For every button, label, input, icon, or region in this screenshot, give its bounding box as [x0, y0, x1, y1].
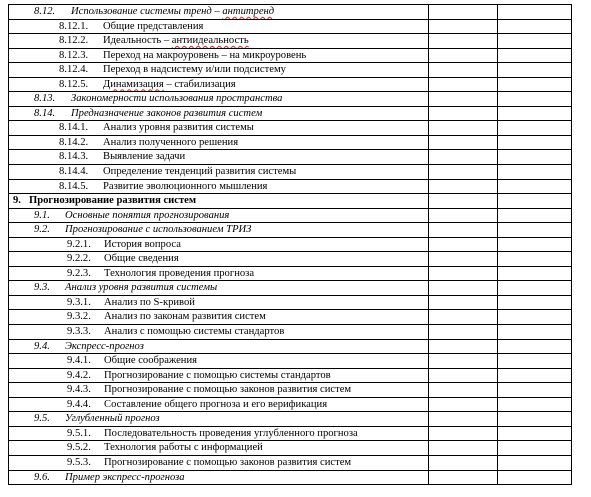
empty-cell	[498, 237, 572, 252]
title-text: Технология работы с информацией	[104, 442, 263, 454]
section-title	[104, 296, 195, 309]
title-text: История вопроса	[104, 238, 181, 250]
section-number: 8.14.4.	[59, 166, 89, 178]
toc-entry-cell	[9, 252, 429, 267]
empty-cell	[429, 310, 498, 325]
empty-cell	[498, 208, 572, 223]
empty-cell	[498, 179, 572, 194]
section-title	[103, 34, 249, 47]
empty-cell	[429, 325, 498, 340]
section-title	[65, 471, 185, 484]
title-text: Основные понятия прогнозирования	[65, 209, 230, 221]
empty-cell	[429, 281, 498, 296]
title-text: Углубленный прогноз	[65, 413, 160, 425]
empty-cell	[498, 310, 572, 325]
section-title	[104, 238, 181, 251]
empty-cell	[429, 19, 498, 34]
title-text: Анализ по S-кривой	[104, 296, 195, 308]
toc-entry-cell	[9, 295, 429, 310]
empty-cell	[429, 426, 498, 441]
section-title	[71, 107, 262, 120]
empty-cell	[498, 295, 572, 310]
empty-cell	[429, 77, 498, 92]
title-text: Последовательность проведения углубленного прогноза	[104, 427, 358, 439]
toc-entry-cell	[9, 354, 429, 369]
section-number: 9.3.3.	[67, 326, 91, 338]
empty-cell	[429, 339, 498, 354]
empty-cell	[429, 165, 498, 180]
toc-entry-cell	[9, 63, 429, 78]
section-number: 9.2.	[34, 224, 50, 236]
empty-cell	[498, 426, 572, 441]
section-title	[71, 92, 282, 105]
empty-cell	[429, 92, 498, 107]
toc-row	[9, 339, 572, 354]
toc-row	[9, 121, 572, 136]
toc-entry-cell	[9, 426, 429, 441]
section-title	[65, 412, 160, 425]
title-text: Общие соображения	[104, 355, 197, 367]
empty-cell	[498, 354, 572, 369]
section-title	[104, 383, 351, 396]
toc-entry-cell	[9, 194, 429, 209]
toc-row	[9, 455, 572, 470]
section-title	[103, 121, 254, 134]
empty-cell	[498, 150, 572, 165]
empty-cell	[429, 295, 498, 310]
toc-row	[9, 368, 572, 383]
section-number: 8.13.	[34, 93, 56, 105]
section-title	[71, 5, 274, 18]
empty-cell	[498, 19, 572, 34]
title-text: Использование системы тренд –	[71, 6, 223, 17]
toc-row	[9, 179, 572, 194]
title-text: Идеальность –	[103, 35, 172, 47]
title-text: – стабилизация	[163, 78, 236, 90]
section-title	[104, 267, 254, 280]
empty-cell	[498, 397, 572, 412]
toc-row	[9, 383, 572, 398]
toc-entry-cell	[9, 5, 429, 20]
toc-row	[9, 470, 572, 485]
toc-entry-cell	[9, 121, 429, 136]
toc-entry-cell	[9, 48, 429, 63]
empty-cell	[498, 281, 572, 296]
empty-cell	[429, 368, 498, 383]
empty-cell	[429, 179, 498, 194]
toc-row	[9, 266, 572, 281]
section-title	[104, 456, 351, 469]
section-number: 8.12.5.	[59, 78, 89, 90]
toc-entry-cell	[9, 223, 429, 238]
toc-row	[9, 281, 572, 296]
toc-entry-cell	[9, 412, 429, 427]
toc-entry-cell	[9, 368, 429, 383]
empty-cell	[498, 368, 572, 383]
section-title	[104, 369, 331, 382]
section-title	[104, 398, 327, 411]
empty-cell	[498, 77, 572, 92]
title-text: Переход в надсистему и/или подсистему	[103, 64, 286, 76]
toc-row	[9, 426, 572, 441]
title-text: Анализ уровня развития системы	[65, 282, 218, 294]
empty-cell	[429, 237, 498, 252]
empty-cell	[498, 412, 572, 427]
toc-entry-cell	[9, 77, 429, 92]
misspelled-word: Динамизация	[103, 78, 164, 90]
empty-cell	[429, 470, 498, 485]
title-text: Составление общего прогноза и его верификация	[104, 398, 328, 410]
section-number: 9.5.2.	[67, 442, 91, 454]
toc-row	[9, 5, 572, 20]
section-title	[104, 441, 263, 454]
section-title	[104, 325, 284, 338]
empty-cell	[429, 34, 498, 49]
toc-entry-cell	[9, 208, 429, 223]
empty-cell	[498, 383, 572, 398]
section-title	[65, 209, 229, 222]
section-title	[103, 136, 238, 149]
title-text: Анализ по законам развития систем	[104, 311, 266, 323]
section-title	[103, 150, 185, 163]
toc-entry-cell	[9, 237, 429, 252]
title-text: Общие представления	[103, 20, 204, 32]
toc-entry-cell	[9, 150, 429, 165]
toc-body	[9, 5, 572, 485]
title-text: Анализ уровня развития системы	[103, 122, 254, 134]
title-text: Переход на макроуровень – на микроуровень	[103, 49, 307, 61]
section-number: 8.14.5.	[59, 180, 89, 192]
empty-cell	[498, 441, 572, 456]
toc-entry-cell	[9, 281, 429, 296]
title-text: Экспресс-прогноз	[65, 340, 144, 352]
toc-entry-cell	[9, 135, 429, 150]
toc-row	[9, 77, 572, 92]
toc-row	[9, 208, 572, 223]
empty-cell	[429, 441, 498, 456]
section-number: 8.12.3.	[59, 49, 89, 61]
section-number: 9.2.2.	[67, 253, 91, 265]
section-title	[104, 354, 197, 367]
section-number: 9.6.	[34, 471, 50, 483]
section-number: 8.14.1.	[59, 122, 89, 134]
toc-row	[9, 223, 572, 238]
toc-row	[9, 441, 572, 456]
empty-cell	[498, 194, 572, 209]
toc-row	[9, 237, 572, 252]
section-title	[29, 194, 196, 207]
section-number: 9.4.4.	[67, 398, 91, 410]
empty-cell	[498, 106, 572, 121]
empty-cell	[429, 455, 498, 470]
section-title	[103, 78, 236, 91]
empty-cell	[429, 48, 498, 63]
toc-row	[9, 310, 572, 325]
section-number: 9.2.3.	[67, 267, 91, 279]
toc-entry-cell	[9, 165, 429, 180]
empty-cell	[498, 325, 572, 340]
section-number: 9.1.	[34, 209, 50, 221]
empty-cell	[429, 412, 498, 427]
empty-cell	[429, 383, 498, 398]
empty-cell	[498, 339, 572, 354]
section-number: 9.5.	[34, 413, 50, 425]
section-title	[103, 20, 203, 33]
toc-row	[9, 106, 572, 121]
section-title	[65, 340, 144, 353]
title-text: Общие сведения	[104, 253, 179, 265]
section-title	[103, 49, 306, 62]
section-number: 9.4.	[34, 340, 50, 352]
toc-entry-cell	[9, 383, 429, 398]
toc-row	[9, 150, 572, 165]
empty-cell	[429, 135, 498, 150]
toc-entry-cell	[9, 441, 429, 456]
toc-entry-cell	[9, 106, 429, 121]
toc-row	[9, 325, 572, 340]
toc-entry-cell	[9, 19, 429, 34]
toc-entry-cell	[9, 310, 429, 325]
section-number: 9.3.1.	[67, 296, 91, 308]
empty-cell	[429, 266, 498, 281]
empty-cell	[429, 150, 498, 165]
section-number: 8.12.4.	[59, 64, 89, 76]
empty-cell	[498, 63, 572, 78]
toc-entry-cell	[9, 470, 429, 485]
empty-cell	[498, 121, 572, 136]
title-text: Прогнозирование с помощью законов развития систем	[104, 456, 352, 468]
section-number: 9.5.1.	[67, 427, 91, 439]
empty-cell	[498, 266, 572, 281]
toc-row	[9, 34, 572, 49]
section-number: 9.4.3.	[67, 384, 91, 396]
title-text: Предназначение законов развития систем	[71, 107, 263, 119]
empty-cell	[498, 252, 572, 267]
toc-entry-cell	[9, 179, 429, 194]
toc-row	[9, 194, 572, 209]
section-title	[103, 180, 267, 193]
section-title	[104, 427, 358, 440]
title-text: Технология проведения прогноза	[104, 267, 255, 279]
toc-row	[9, 165, 572, 180]
title-text: Прогнозирование с помощью законов развития систем	[104, 384, 352, 396]
section-number: 8.12.1.	[59, 20, 89, 32]
toc-row	[9, 92, 572, 107]
section-title	[103, 63, 286, 76]
section-number: 9.3.	[34, 282, 50, 294]
title-text: Развитие эволюционного мышления	[103, 180, 268, 192]
toc-entry-cell	[9, 397, 429, 412]
empty-cell	[498, 470, 572, 485]
section-title	[104, 310, 266, 323]
misspelled-word: антитренд	[222, 6, 275, 17]
empty-cell	[429, 121, 498, 136]
toc-row	[9, 252, 572, 267]
empty-cell	[429, 63, 498, 78]
title-text: Прогнозирование с использованием ТРИЗ	[65, 224, 252, 236]
section-number: 8.12.2.	[59, 35, 89, 47]
section-number: 8.14.	[34, 107, 56, 119]
empty-cell	[429, 194, 498, 209]
toc-entry-cell	[9, 455, 429, 470]
toc-entry-cell	[9, 34, 429, 49]
empty-cell	[429, 252, 498, 267]
section-number: 9.2.1.	[67, 238, 91, 250]
toc-row	[9, 135, 572, 150]
section-title	[103, 165, 296, 178]
misspelled-word: антиидеальность	[171, 35, 249, 47]
empty-cell	[429, 106, 498, 121]
empty-cell	[429, 208, 498, 223]
table-of-contents	[8, 4, 572, 485]
section-number: 8.14.2.	[59, 136, 89, 148]
empty-cell	[429, 5, 498, 20]
title-text: Анализ с помощью системы стандартов	[104, 326, 285, 338]
section-number: 9.4.2.	[67, 369, 91, 381]
toc-row	[9, 19, 572, 34]
section-title	[104, 252, 179, 265]
empty-cell	[498, 455, 572, 470]
section-number: 9.3.2.	[67, 311, 91, 323]
toc-row	[9, 354, 572, 369]
title-text: Прогнозирование с помощью системы стандартов	[104, 369, 331, 381]
empty-cell	[429, 397, 498, 412]
empty-cell	[498, 48, 572, 63]
title-text: Выявление задачи	[103, 151, 186, 163]
toc-row	[9, 295, 572, 310]
toc-row	[9, 397, 572, 412]
empty-cell	[429, 354, 498, 369]
section-number: 9.	[13, 195, 21, 207]
empty-cell	[498, 223, 572, 238]
empty-cell	[498, 165, 572, 180]
toc-row	[9, 48, 572, 63]
empty-cell	[498, 5, 572, 20]
section-number: 8.12.	[34, 6, 56, 17]
empty-cell	[429, 223, 498, 238]
title-text: Прогнозирование развития систем	[29, 195, 197, 207]
toc-entry-cell	[9, 92, 429, 107]
toc-row	[9, 412, 572, 427]
section-number: 8.14.3.	[59, 151, 89, 163]
section-number: 9.5.3.	[67, 456, 91, 468]
section-number: 9.4.1.	[67, 355, 91, 367]
title-text: Закономерности использования пространства	[71, 93, 283, 105]
title-text: Пример экспресс-прогноза	[65, 471, 185, 483]
section-title	[65, 281, 217, 294]
title-text: Определение тенденций развития системы	[103, 166, 297, 178]
empty-cell	[498, 135, 572, 150]
toc-row	[9, 63, 572, 78]
empty-cell	[498, 92, 572, 107]
empty-cell	[498, 34, 572, 49]
toc-entry-cell	[9, 325, 429, 340]
section-title	[65, 223, 251, 236]
toc-entry-cell	[9, 266, 429, 281]
toc-entry-cell	[9, 339, 429, 354]
title-text: Анализ полученного решения	[103, 136, 239, 148]
